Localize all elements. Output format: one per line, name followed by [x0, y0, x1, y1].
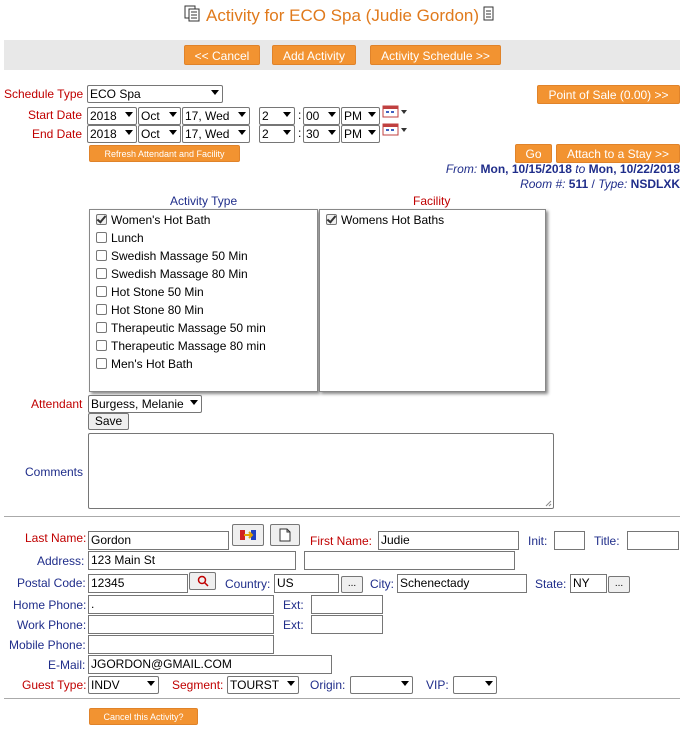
facility-checkbox[interactable] — [326, 214, 337, 225]
home-ext-field[interactable] — [311, 595, 383, 614]
state-field[interactable]: NY — [570, 574, 607, 593]
attendant-select[interactable] — [88, 395, 202, 413]
postal-search-button[interactable] — [189, 572, 216, 590]
activity-type-items — [89, 211, 318, 391]
activity-type-item[interactable] — [96, 247, 248, 265]
scroll-icon[interactable] — [482, 6, 496, 22]
facility-items — [319, 211, 546, 241]
guest-lookup-button[interactable] — [232, 524, 264, 546]
start-minute-select[interactable] — [303, 107, 340, 125]
save-button[interactable]: Save — [88, 413, 129, 430]
comments-label: Comments — [25, 465, 84, 479]
cancel-activity-button[interactable]: Cancel this Activity? — [89, 708, 198, 725]
segment-select[interactable] — [227, 676, 299, 694]
guest-type-select[interactable] — [88, 676, 159, 694]
postal-code-label: Postal Code: — [17, 576, 86, 590]
time-separator: : — [298, 126, 302, 140]
resize-handle-icon[interactable] — [545, 500, 552, 507]
country-label: Country: — [225, 577, 271, 591]
cancel-button[interactable]: << Cancel — [184, 45, 260, 65]
schedule-type-select[interactable] — [87, 85, 223, 103]
end-minute-select[interactable] — [303, 125, 340, 143]
last-name-field[interactable]: Gordon — [88, 531, 229, 550]
address-line2-field[interactable] — [304, 551, 515, 570]
activity-type-checkbox[interactable] — [96, 340, 107, 351]
attendant-value: Burgess, Melanie — [91, 397, 184, 411]
point-of-sale-button[interactable]: Point of Sale (0.00) >> — [537, 85, 680, 104]
attendant-label: Attendant — [31, 397, 83, 411]
first-name-label: First Name: — [310, 534, 373, 548]
end-day-value: 17, Wed — [185, 127, 230, 141]
mobile-phone-label: Mobile Phone: — [9, 638, 86, 652]
comments-textarea[interactable] — [88, 433, 554, 509]
stay-to-label: to — [575, 162, 586, 176]
address-label: Address: — [37, 554, 85, 568]
attach-to-stay-button[interactable]: Attach to a Stay >> — [556, 144, 680, 163]
activity-schedule-button[interactable]: Activity Schedule >> — [370, 45, 501, 65]
room-type-label: Type: — [598, 177, 628, 191]
stay-to-value: Mon, 10/22/2018 — [588, 162, 680, 176]
start-ampm-select[interactable] — [341, 107, 380, 125]
refresh-attendant-facility-button[interactable]: Refresh Attendant and Facility — [89, 145, 240, 162]
start-ampm-value: PM — [344, 109, 362, 123]
calendar-icon[interactable] — [382, 105, 408, 119]
activity-type-item[interactable] — [96, 355, 193, 373]
work-ext-field[interactable] — [311, 615, 383, 634]
activity-type-item[interactable] — [96, 319, 266, 337]
activity-type-checkbox[interactable] — [96, 358, 107, 369]
email-label: E-Mail: — [48, 658, 86, 672]
end-year-select[interactable] — [87, 125, 137, 143]
start-year-select[interactable] — [87, 107, 137, 125]
activity-type-label: Women's Hot Bath — [111, 213, 211, 227]
activity-type-checkbox[interactable] — [96, 250, 107, 261]
end-date-label: End Date — [32, 127, 83, 141]
activity-type-label: Therapeutic Massage 50 min — [111, 321, 266, 335]
end-minute-value: 30 — [306, 127, 320, 141]
start-month-select[interactable] — [138, 107, 181, 125]
mobile-phone-field[interactable] — [88, 635, 274, 654]
work-phone-label: Work Phone: — [17, 618, 87, 632]
activity-type-label: Therapeutic Massage 80 min — [111, 339, 266, 353]
guest-lookup-icon — [238, 527, 258, 543]
schedule-type-label: Schedule Type — [4, 87, 84, 101]
vip-select[interactable] — [453, 676, 497, 694]
stay-from-label: From: — [445, 162, 478, 176]
calendar-icon[interactable] — [382, 123, 408, 137]
activity-type-checkbox[interactable] — [96, 322, 107, 333]
schedule-type-value: ECO Spa — [90, 87, 141, 101]
home-phone-field[interactable]: . — [88, 595, 274, 614]
init-label: Init: — [528, 534, 548, 548]
search-icon — [197, 575, 209, 587]
room-type-separator: / — [591, 177, 595, 191]
guest-type-label: Guest Type: — [22, 678, 87, 692]
start-date-label: Start Date — [28, 108, 83, 122]
add-activity-button[interactable]: Add Activity — [272, 45, 356, 65]
work-ext-label: Ext: — [283, 618, 304, 632]
activity-type-item[interactable] — [96, 301, 204, 319]
end-hour-select[interactable] — [259, 125, 295, 143]
state-label: State: — [535, 577, 567, 591]
segment-label: Segment: — [172, 678, 224, 692]
document-icon — [279, 528, 291, 542]
go-button[interactable]: Go — [515, 144, 552, 163]
city-field[interactable]: Schenectady — [397, 574, 527, 593]
last-name-label: Last Name: — [25, 531, 87, 545]
new-guest-button[interactable] — [270, 524, 300, 546]
guest-type-value: INDV — [91, 678, 120, 692]
activity-type-checkbox[interactable] — [96, 214, 107, 225]
room-type-value: NSDLXK — [630, 177, 680, 191]
activity-type-label: Hot Stone 50 Min — [111, 285, 204, 299]
work-phone-field[interactable] — [88, 615, 274, 634]
vip-label: VIP: — [426, 678, 449, 692]
end-month-select[interactable] — [138, 125, 181, 143]
home-ext-label: Ext: — [283, 598, 304, 612]
segment-value: TOURST — [230, 678, 280, 692]
country-field[interactable]: US — [274, 574, 339, 593]
facility-label: Womens Hot Baths — [341, 213, 445, 227]
end-hour-value: 2 — [262, 127, 269, 141]
stay-from-value: Mon, 10/15/2018 — [480, 162, 572, 176]
end-month-value: Oct — [141, 127, 160, 141]
state-lookup-button[interactable]: ... — [608, 576, 630, 593]
activity-type-checkbox[interactable] — [96, 268, 107, 279]
page-title: Activity for ECO Spa (Judie Gordon) — [206, 6, 480, 25]
activity-type-label: Hot Stone 80 Min — [111, 303, 204, 317]
activity-type-label: Lunch — [111, 231, 144, 245]
activity-type-checkbox[interactable] — [96, 286, 107, 297]
start-day-value: 17, Wed — [185, 109, 230, 123]
activity-type-label: Swedish Massage 80 Min — [111, 267, 248, 281]
start-hour-value: 2 — [262, 109, 269, 123]
end-ampm-value: PM — [344, 127, 362, 141]
origin-label: Origin: — [310, 678, 346, 692]
country-lookup-button[interactable]: ... — [341, 576, 363, 593]
activity-type-checkbox[interactable] — [96, 232, 107, 243]
facility-header: Facility — [413, 194, 451, 208]
start-hour-select[interactable] — [259, 107, 295, 125]
room-label: Room #: — [520, 177, 566, 191]
activity-type-header: Activity Type — [170, 194, 238, 208]
activity-type-item[interactable] — [96, 265, 248, 283]
end-ampm-select[interactable] — [341, 125, 380, 143]
first-name-field[interactable]: Judie — [378, 531, 519, 550]
title-field[interactable] — [627, 531, 679, 550]
address-line1-field[interactable]: 123 Main St — [88, 551, 296, 570]
activity-type-item[interactable] — [96, 337, 266, 355]
init-field[interactable] — [554, 531, 585, 550]
title-label: Title: — [594, 534, 620, 548]
activity-type-item[interactable] — [96, 229, 144, 247]
divider — [4, 698, 680, 699]
copy-document-icon[interactable] — [184, 5, 202, 23]
end-day-select[interactable] — [182, 125, 250, 143]
activity-type-label: Men's Hot Bath — [111, 357, 193, 371]
end-year-value: 2018 — [90, 127, 117, 141]
time-separator: : — [298, 108, 302, 122]
start-month-value: Oct — [141, 109, 160, 123]
activity-type-item[interactable] — [96, 283, 204, 301]
postal-code-field[interactable]: 12345 — [88, 574, 188, 593]
stay-room — [520, 177, 680, 191]
start-day-select[interactable] — [182, 107, 250, 125]
activity-type-label: Swedish Massage 50 Min — [111, 249, 248, 263]
divider — [4, 516, 680, 517]
email-field[interactable]: JGORDON@GMAIL.COM — [88, 655, 332, 674]
home-phone-label: Home Phone: — [13, 598, 87, 612]
room-value: 511 — [568, 177, 589, 191]
activity-type-checkbox[interactable] — [96, 304, 107, 315]
start-year-value: 2018 — [90, 109, 117, 123]
start-minute-value: 00 — [306, 109, 320, 123]
origin-select[interactable] — [350, 676, 413, 694]
facility-item[interactable] — [326, 211, 444, 229]
stay-dates — [446, 162, 680, 176]
activity-type-item[interactable] — [96, 211, 210, 229]
city-label: City: — [370, 577, 394, 591]
